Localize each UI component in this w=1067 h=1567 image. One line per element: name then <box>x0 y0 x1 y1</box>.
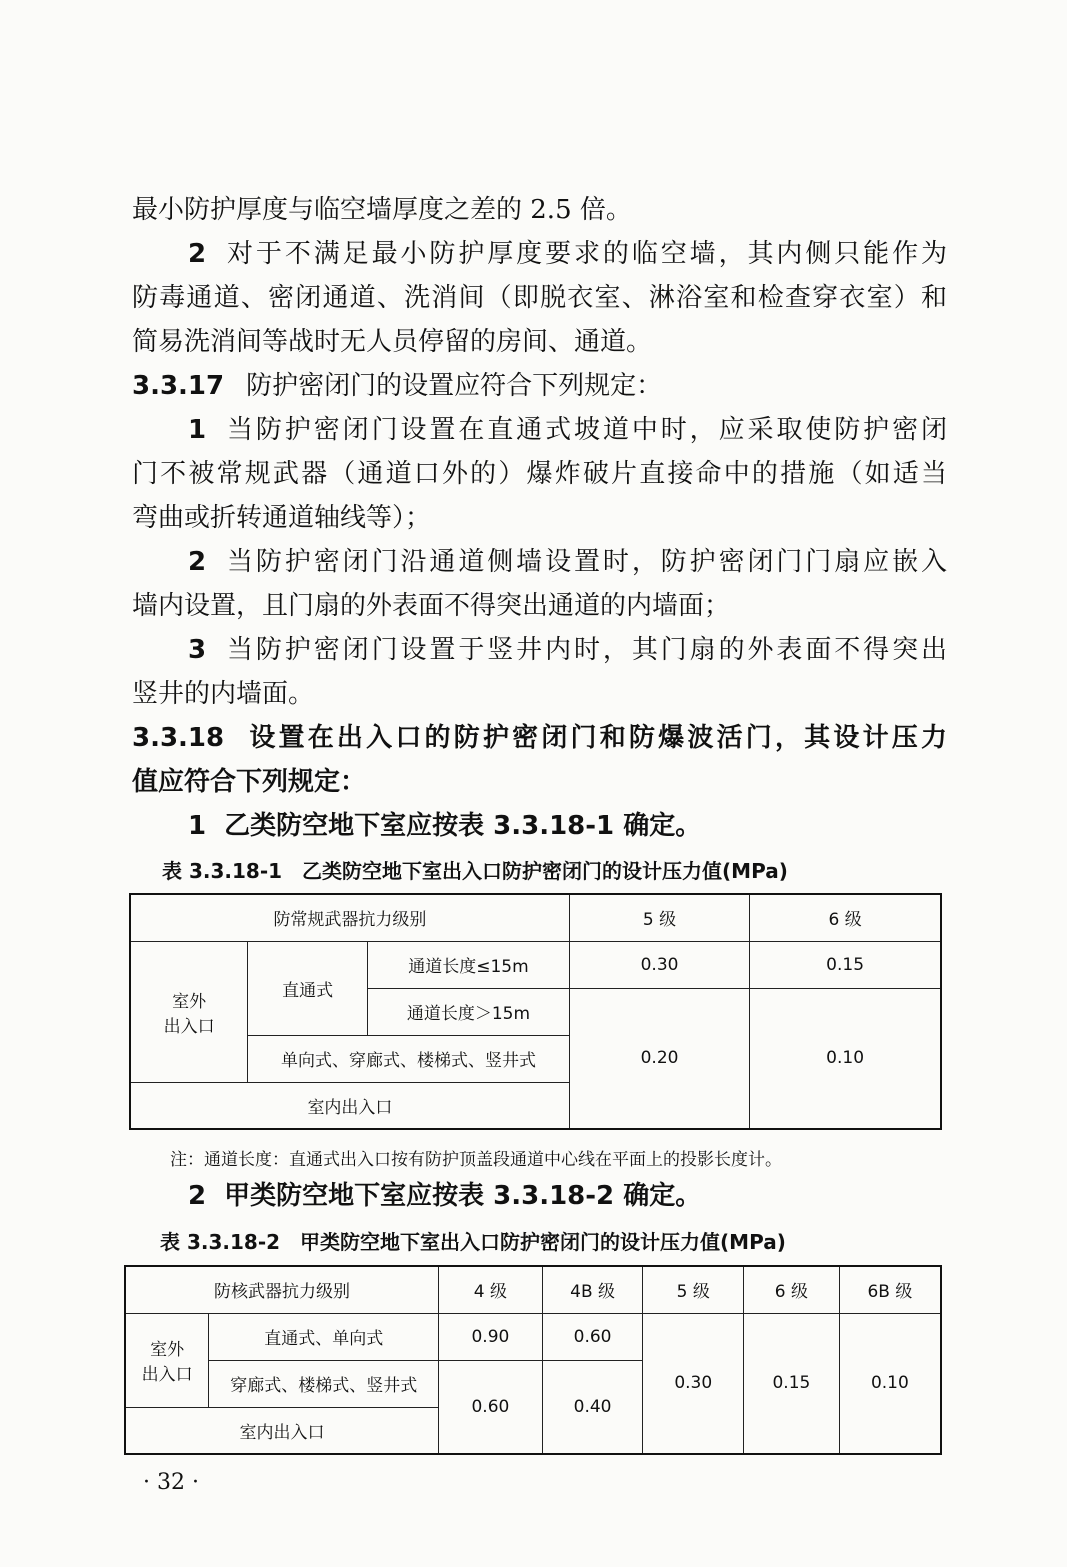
table-note: 注：通道长度：直通式出入口按有防护顶盖段通道中心线在平面上的投影长度计。 <box>170 1150 782 1170</box>
cell-text: 出入口 <box>141 1365 193 1385</box>
table-cell: 直通式 <box>248 941 368 1035</box>
item-number: 2 <box>188 547 207 577</box>
item-number: 1 <box>188 811 207 841</box>
table-cell: 0.20 <box>569 988 749 1129</box>
table-cell: 室内出入口 <box>130 1082 569 1129</box>
clause-number: 3.3.18 <box>132 723 225 753</box>
table-header: 6 级 <box>744 1266 840 1313</box>
table-cell: 0.60 <box>439 1360 543 1454</box>
list-item-2 <box>188 1180 947 1212</box>
list-item-2 <box>188 238 947 270</box>
clause-3-3-17 <box>132 370 947 402</box>
table-cell: 0.40 <box>542 1360 643 1454</box>
table-cell: 通道长度≤15m <box>368 941 570 988</box>
paragraph-line: 最小防护厚度与临空墙厚度之差的 2.5 倍。 <box>132 195 632 225</box>
table-header: 防核武器抗力级别 <box>125 1266 439 1313</box>
table-cell: 0.60 <box>542 1313 643 1360</box>
item-number: 2 <box>188 1181 207 1211</box>
table-header: 6B 级 <box>839 1266 941 1313</box>
table-cell <box>130 941 248 1082</box>
list-item-1 <box>188 810 947 842</box>
table-header: 4 级 <box>439 1266 543 1313</box>
table-caption: 表 3.3.18-1 乙类防空地下室出入口防护密闭门的设计压力值(MPa) <box>162 859 788 883</box>
table-cell: 0.30 <box>643 1313 744 1454</box>
table-header: 4B 级 <box>542 1266 643 1313</box>
pressure-table-2 <box>124 1265 942 1455</box>
table-cell: 室内出入口 <box>125 1407 439 1454</box>
item-number: 1 <box>188 415 207 445</box>
clause-text: 设置在出入口的防护密闭门和防爆波活门，其设计压力 <box>246 723 947 753</box>
table-header: 防常规武器抗力级别 <box>130 894 569 941</box>
clause-number: 3.3.17 <box>132 371 225 401</box>
item-text: 甲类防空地下室应按表 3.3.18-2 确定。 <box>224 1181 702 1211</box>
table-caption: 表 3.3.18-2 甲类防空地下室出入口防护密闭门的设计压力值(MPa) <box>160 1230 786 1254</box>
paragraph-line: 门不被常规武器（通道口外的）爆炸破片直接命中的措施（如适当 <box>132 459 947 489</box>
paragraph-line: 简易洗消间等战时无人员停留的房间、通道。 <box>132 327 653 357</box>
table-cell: 0.15 <box>744 1313 840 1454</box>
paragraph-line: 弯曲或折转通道轴线等）； <box>132 503 432 533</box>
list-item-1 <box>188 414 947 446</box>
table-cell: 通道长度＞15m <box>368 988 570 1035</box>
clause-3-3-18 <box>132 722 947 754</box>
table-header: 5 级 <box>643 1266 744 1313</box>
table-cell: 0.10 <box>839 1313 941 1454</box>
item-text: 当防护密闭门设置在直通式坡道中时，应采取使防护密闭 <box>224 415 947 445</box>
pressure-table-1 <box>129 893 942 1130</box>
item-text: 当防护密闭门设置于竖井内时，其门扇的外表面不得突出 <box>224 635 947 665</box>
table-cell: 直通式、单向式 <box>209 1313 439 1360</box>
paragraph-line: 竖井的内墙面。 <box>132 679 315 709</box>
table-cell: 单向式、穿廊式、楼梯式、竖井式 <box>248 1035 570 1082</box>
item-number: 2 <box>188 239 207 269</box>
table-cell: 0.15 <box>750 941 941 988</box>
paragraph-line: 值应符合下列规定： <box>132 767 367 797</box>
table-header: 6 级 <box>750 894 941 941</box>
table-header: 5 级 <box>569 894 749 941</box>
clause-text: 防护密闭门的设置应符合下列规定： <box>246 371 663 401</box>
table-cell: 0.10 <box>750 988 941 1129</box>
list-item-2 <box>188 546 947 578</box>
item-number: 3 <box>188 635 207 665</box>
item-text: 对于不满足最小防护厚度要求的临空墙，其内侧只能作为 <box>224 239 947 269</box>
item-text: 当防护密闭门沿通道侧墙设置时，防护密闭门门扇应嵌入 <box>224 547 947 577</box>
paragraph-line: 防毒通道、密闭通道、洗消间（即脱衣室、淋浴室和检查穿衣室）和 <box>132 283 947 313</box>
item-text: 乙类防空地下室应按表 3.3.18-1 确定。 <box>224 811 702 841</box>
table-cell <box>125 1313 209 1407</box>
paragraph-line: 墙内设置，且门扇的外表面不得突出通道的内墙面； <box>132 591 731 621</box>
cell-text: 出入口 <box>163 1016 215 1037</box>
list-item-3 <box>188 634 947 666</box>
page-number: · 32 · <box>143 1470 199 1495</box>
table-cell: 0.30 <box>569 941 749 988</box>
table-cell: 穿廊式、楼梯式、竖井式 <box>209 1360 439 1407</box>
table-cell: 0.90 <box>439 1313 543 1360</box>
cell-text: 室外 <box>172 991 207 1012</box>
cell-text: 室外 <box>150 1340 185 1360</box>
